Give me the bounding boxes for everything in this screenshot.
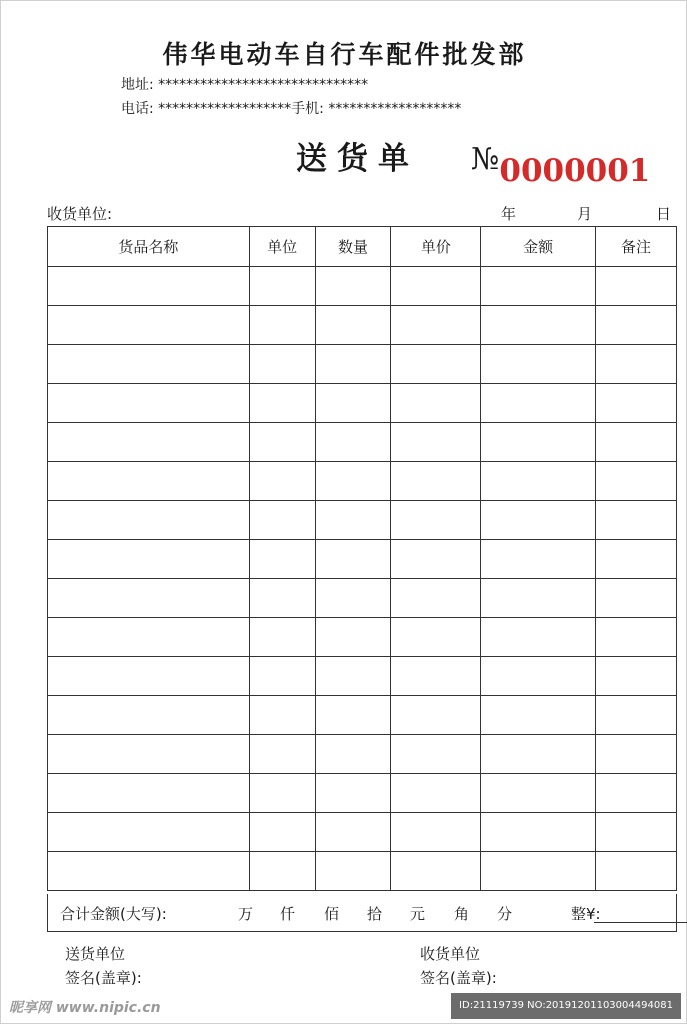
table-cell <box>315 501 391 540</box>
table-cell <box>315 852 391 891</box>
table-cell <box>391 540 481 579</box>
table-cell <box>596 462 677 501</box>
table-row <box>48 345 677 384</box>
table-cell <box>315 696 391 735</box>
phone-label: 电话: <box>121 101 154 117</box>
table-cell <box>48 423 250 462</box>
table-row <box>48 462 677 501</box>
company-name: 伟华电动车自行车配件批发部 <box>162 40 527 69</box>
table-cell <box>249 696 315 735</box>
unit-shi: 拾 <box>367 905 383 923</box>
table-cell <box>315 735 391 774</box>
sender-signature-label: 签名(盖章): <box>65 969 142 987</box>
table-cell <box>249 501 315 540</box>
table-cell <box>249 423 315 462</box>
table-cell <box>249 579 315 618</box>
serial-value: 0000001 <box>499 153 651 189</box>
unit-fen: 分 <box>497 905 513 923</box>
table-row <box>48 696 677 735</box>
table-cell <box>315 306 391 345</box>
table-cell <box>48 852 250 891</box>
table-cell <box>48 384 250 423</box>
table-cell <box>481 384 596 423</box>
table-cell <box>391 345 481 384</box>
table-cell <box>391 267 481 306</box>
table-cell <box>315 384 391 423</box>
table-cell <box>48 735 250 774</box>
table-row <box>48 852 677 891</box>
document-title: 送货单 <box>296 141 419 177</box>
header-amount: 金额 <box>481 227 596 267</box>
header-goods-name: 货品名称 <box>48 227 250 267</box>
table-cell <box>249 384 315 423</box>
address-value: ****************************** <box>158 77 369 93</box>
table-row <box>48 423 677 462</box>
table-cell <box>315 813 391 852</box>
receiver-signature-label: 签名(盖章): <box>420 969 497 987</box>
table-cell <box>481 657 596 696</box>
table-cell <box>315 579 391 618</box>
table-cell <box>481 618 596 657</box>
header-unit: 单位 <box>249 227 315 267</box>
receiver-unit-label: 收货单位 <box>420 945 481 963</box>
table-header-row <box>48 227 677 267</box>
table-row <box>48 774 677 813</box>
amount-underline <box>594 922 687 923</box>
table-cell <box>481 345 596 384</box>
table-cell <box>481 579 596 618</box>
table-cell <box>249 540 315 579</box>
watermark-id-banner: ID:21119739 NO:20191201103004494081 <box>451 993 681 1019</box>
table-cell <box>596 501 677 540</box>
table-row <box>48 618 677 657</box>
receiver-label: 收货单位: <box>47 205 113 223</box>
table-row <box>48 657 677 696</box>
date-day: 日 <box>656 205 672 223</box>
table-cell <box>596 579 677 618</box>
table-cell <box>596 696 677 735</box>
table-cell <box>481 462 596 501</box>
table-cell <box>481 306 596 345</box>
table-row <box>48 540 677 579</box>
table-row <box>48 579 677 618</box>
mobile-value: ******************* <box>328 101 462 117</box>
table-cell <box>481 852 596 891</box>
table-cell <box>48 462 250 501</box>
goods-table <box>47 226 677 891</box>
table-cell <box>391 462 481 501</box>
header-quantity: 数量 <box>315 227 391 267</box>
sender-unit-label: 送货单位 <box>65 945 126 963</box>
header-remarks: 备注 <box>596 227 677 267</box>
table-cell <box>315 618 391 657</box>
table-row <box>48 267 677 306</box>
table-cell <box>481 774 596 813</box>
table-cell <box>596 384 677 423</box>
table-cell <box>596 423 677 462</box>
table-cell <box>596 735 677 774</box>
table-cell <box>48 306 250 345</box>
table-cell <box>48 345 250 384</box>
table-cell <box>48 774 250 813</box>
table-cell <box>391 501 481 540</box>
table-cell <box>481 501 596 540</box>
phone-line <box>121 98 461 118</box>
table-cell <box>249 267 315 306</box>
table-cell <box>315 657 391 696</box>
table-row <box>48 306 677 345</box>
table-cell <box>481 423 596 462</box>
table-cell <box>596 267 677 306</box>
table-cell <box>249 618 315 657</box>
table-cell <box>481 696 596 735</box>
table-cell <box>315 462 391 501</box>
table-cell <box>391 813 481 852</box>
table-cell <box>391 774 481 813</box>
table-cell <box>481 735 596 774</box>
table-cell <box>249 345 315 384</box>
table-cell <box>596 306 677 345</box>
table-cell <box>249 657 315 696</box>
table-cell <box>596 540 677 579</box>
whole-yuan-label: 整¥: <box>571 905 601 923</box>
table-cell <box>391 657 481 696</box>
table-cell <box>315 267 391 306</box>
unit-jiao: 角 <box>454 905 470 923</box>
table-cell <box>315 540 391 579</box>
total-row <box>47 894 677 932</box>
table-cell <box>481 267 596 306</box>
table-cell <box>48 540 250 579</box>
table-cell <box>249 462 315 501</box>
table-row <box>48 813 677 852</box>
table-body <box>48 267 677 891</box>
date-year: 年 <box>501 205 517 223</box>
phone-value: ******************* <box>158 101 292 117</box>
table-cell <box>391 735 481 774</box>
numero-sign: № <box>471 142 500 177</box>
table-cell <box>48 501 250 540</box>
table-cell <box>481 813 596 852</box>
table-row <box>48 735 677 774</box>
table-cell <box>48 657 250 696</box>
table-cell <box>391 852 481 891</box>
table-cell <box>315 774 391 813</box>
unit-bai: 佰 <box>324 905 340 923</box>
unit-qian: 仟 <box>280 905 296 923</box>
table-cell <box>48 267 250 306</box>
serial-number <box>471 141 651 189</box>
table-cell <box>596 657 677 696</box>
table-cell <box>596 813 677 852</box>
unit-yuan: 元 <box>410 905 426 923</box>
table-cell <box>315 423 391 462</box>
table-cell <box>391 618 481 657</box>
table-cell <box>596 618 677 657</box>
table-cell <box>249 774 315 813</box>
header-unit-price: 单价 <box>391 227 481 267</box>
table-cell <box>249 852 315 891</box>
table-cell <box>48 618 250 657</box>
table-cell <box>48 696 250 735</box>
table-cell <box>48 813 250 852</box>
table-cell <box>391 696 481 735</box>
table-cell <box>315 345 391 384</box>
table-cell <box>249 813 315 852</box>
table-row <box>48 384 677 423</box>
table-cell <box>391 306 481 345</box>
table-cell <box>596 345 677 384</box>
table-row <box>48 501 677 540</box>
address-label: 地址: <box>121 77 154 93</box>
date-month: 月 <box>577 205 593 223</box>
table-cell <box>391 384 481 423</box>
table-cell <box>391 423 481 462</box>
table-cell <box>48 579 250 618</box>
total-label: 合计金额(大写): <box>60 905 167 923</box>
address-line <box>121 74 368 94</box>
table-cell <box>596 774 677 813</box>
unit-wan: 万 <box>238 905 254 923</box>
table-cell <box>391 579 481 618</box>
table-cell <box>249 735 315 774</box>
watermark-logo: 昵享网 www.nipic.cn <box>9 1000 161 1016</box>
table-cell <box>481 540 596 579</box>
table-cell <box>596 852 677 891</box>
table-cell <box>249 306 315 345</box>
mobile-label: 手机: <box>291 101 324 117</box>
